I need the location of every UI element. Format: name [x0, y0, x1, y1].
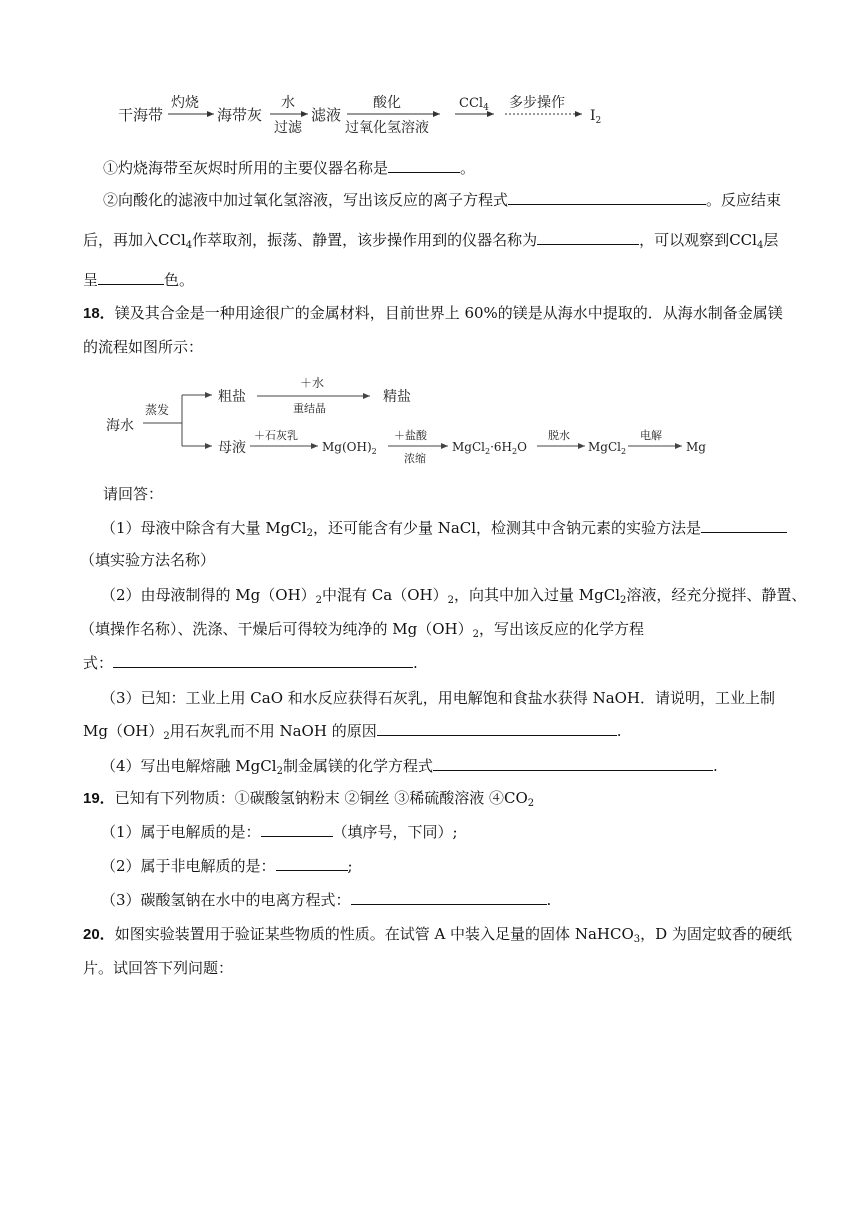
- q20-line2: [83, 958, 233, 978]
- flow2-plus-hcl: ＋盐酸: [394, 429, 427, 442]
- q18-sub4-line: [101, 756, 718, 776]
- q17-p1-text: ①灼烧海带至灰烬时所用的主要仪器名称是: [103, 159, 389, 177]
- q18-intro-line1: [83, 303, 783, 324]
- answer-blank[interactable]: [377, 721, 617, 736]
- flow1-node-ash: 海带灰: [217, 106, 263, 124]
- flow1-node-filtrate: 滤液: [311, 106, 342, 124]
- flow2-plus-water: ＋水: [300, 376, 325, 390]
- flow1-arrow3-bottom: 过氧化氢溶液: [345, 120, 429, 136]
- q18-sub1-line1: [101, 518, 787, 538]
- q18-s2-e: （填操作名称）、洗涤、干燥后可得较为纯净的 Mg（OH）: [80, 620, 473, 638]
- flow2-concentrate: 浓缩: [404, 452, 426, 465]
- q18-sub3-line2: [83, 721, 621, 741]
- q17-p2-text: ②向酸化的滤液中加过氧化氢溶液，写出该反应的离子方程式: [103, 191, 509, 209]
- answer-blank[interactable]: [508, 190, 706, 205]
- q19-s2-a: （2）属于非电解质的是：: [101, 857, 276, 875]
- q19-s1-a: （1）属于电解质的是：: [101, 823, 261, 841]
- q18-s2-d: 溶液，经充分搅拌、静置、: [626, 586, 807, 604]
- q18-s2-c: ，向其中加入过量 MgCl: [453, 586, 620, 604]
- q18-sub2-line2: [80, 619, 644, 639]
- q18-s2-b: 中混有 Ca（OH）: [322, 586, 448, 604]
- q17-ccl4-2: CCl: [729, 231, 757, 249]
- flow2-mgoh2: $Mg(OH)_2$: [322, 440, 377, 456]
- q18-intro1: 镁及其合金是一种用途很广的金属材料，目前世界上 60%的镁是从海水中提取的．从海水制备金属镁: [114, 304, 783, 322]
- q18-sub3-line1: [101, 688, 775, 708]
- q17-p3-a: 后，再加入: [83, 231, 159, 249]
- magnesium-production-flow-diagram: [0, 370, 860, 480]
- q18-s2-h: .: [413, 654, 418, 672]
- flow1-arrow5-top: 多步操作: [509, 95, 565, 111]
- question-number: 19．: [83, 790, 115, 807]
- answer-blank[interactable]: [113, 653, 413, 668]
- subscript: 2: [276, 766, 283, 777]
- q20-line1: [83, 924, 792, 945]
- flow1-arrow4-top: CCl$_4$: [459, 96, 489, 113]
- answer-blank[interactable]: [388, 158, 460, 173]
- q18-s3-b: Mg（OH）: [83, 722, 164, 740]
- flow1-node-iodine: $I_2$: [590, 108, 602, 126]
- flow2-evaporate-label: 蒸发: [145, 403, 170, 417]
- q18-s2-a: （2）由母液制得的 Mg（OH）: [101, 586, 316, 604]
- q17-p4-b: 色。: [164, 271, 195, 289]
- q19-sub3-line: [101, 890, 551, 910]
- iodine-extraction-flow-diagram: [0, 0, 860, 140]
- subscript: 2: [527, 798, 535, 809]
- flow2-mother-liquor: 母液: [218, 440, 246, 456]
- answer-blank[interactable]: [98, 270, 164, 285]
- q17-p3-c: ，可以观察到: [639, 231, 730, 249]
- flow2-electrolysis: 电解: [640, 429, 662, 442]
- flow2-mgcl2-hydrate: $MgCl_2\cdot 6H_2O$: [452, 440, 527, 456]
- answer-blank[interactable]: [261, 822, 333, 837]
- subscript: 4: [185, 240, 193, 251]
- answer-blank[interactable]: [276, 856, 348, 871]
- subscript: 2: [447, 595, 454, 606]
- q18-s3-c: 用石灰乳而不用 NaOH 的原因: [169, 722, 377, 740]
- q17-p2-end: 。反应结束: [706, 191, 782, 209]
- q19-sub2-line: [101, 856, 353, 876]
- answer-blank[interactable]: [351, 890, 547, 905]
- q18-s4-c: .: [712, 757, 718, 775]
- q18-s1-b: ，还可能含有少量 NaCl，检测其中含钠元素的实验方法是: [312, 519, 702, 537]
- subscript: 2: [472, 629, 479, 640]
- q19-s2-b: ;: [347, 857, 353, 875]
- answer-blank[interactable]: [537, 230, 639, 245]
- subscript: 2: [620, 595, 627, 606]
- flow2-crude-salt: 粗盐: [218, 389, 246, 405]
- q20-line1-end: ，D 为固定蚊香的硬纸: [640, 925, 792, 943]
- subscript: 2: [163, 731, 170, 742]
- q18-intro-line2: [83, 337, 203, 357]
- q18-answer-prompt-text: 请回答：: [103, 485, 164, 503]
- q17-line1: [103, 158, 475, 178]
- flow2-seawater: 海水: [106, 418, 134, 434]
- q18-intro2: 的流程如图所示：: [83, 338, 204, 356]
- q18-s1-a: （1）母液中除含有大量 MgCl: [101, 519, 307, 537]
- q19-s1-b: （填序号，下同）;: [332, 823, 458, 841]
- answer-blank[interactable]: [701, 518, 787, 533]
- q18-s2-g: 式：: [83, 654, 114, 672]
- q18-s4-a: （4）写出电解熔融 MgCl: [101, 757, 277, 775]
- q17-p4-a: 呈: [83, 271, 99, 289]
- q19-intro: 已知有下列物质：①碳酸氢钠粉末 ②铜丝 ③稀硫酸溶液 ④CO: [114, 789, 528, 807]
- q18-s4-b: 制金属镁的化学方程式: [282, 757, 433, 775]
- flow2-recrystallize: 重结晶: [293, 402, 326, 415]
- q17-p1-end: 。: [460, 159, 476, 177]
- q20-line1-text: 如图实验装置用于验证某些物质的性质。在试管 A 中装入足量的固体 NaHCO: [114, 925, 634, 943]
- subscript: 2: [315, 595, 323, 606]
- subscript: 3: [633, 934, 641, 945]
- q17-p3-b: 作萃取剂，振荡、静置，该步操作用到的仪器名称为: [192, 231, 538, 249]
- q20-line2-text: 片。试回答下列问题：: [83, 959, 234, 977]
- flow1-arrow2-bottom: 过滤: [274, 120, 302, 136]
- question-number: 20．: [83, 926, 115, 943]
- flow2-refined-salt: 精盐: [383, 389, 411, 405]
- flow2-dehydrate: 脱水: [548, 429, 570, 442]
- q17-line3: [83, 230, 778, 250]
- q17-line4: [83, 270, 194, 290]
- flow2-plus-lime: ＋石灰乳: [254, 429, 298, 442]
- question-number: 18．: [83, 305, 115, 322]
- answer-blank[interactable]: [433, 756, 713, 771]
- flow1-arrow2-top: 水: [281, 95, 295, 111]
- subscript: 2: [306, 528, 313, 539]
- q18-sub1-line2: [80, 550, 215, 570]
- q17-line2: [103, 190, 781, 210]
- flow2-mg: Mg: [686, 440, 706, 454]
- q18-answer-prompt: [103, 484, 163, 504]
- q17-ccl4: CCl: [158, 231, 186, 249]
- subscript: 4: [756, 240, 764, 251]
- flow1-node-kelp: 干海带: [118, 106, 164, 124]
- q19-s3-b: .: [546, 891, 552, 909]
- q18-s3-d: .: [616, 722, 622, 740]
- q18-sub2-line3: [83, 653, 418, 673]
- q18-s2-f: ，写出该反应的化学方程: [479, 620, 645, 638]
- q18-s3-a: （3）已知：工业上用 CaO 和水反应获得石灰乳，用电解饱和食盐水获得 NaOH．请说明，工业上制: [101, 689, 776, 707]
- q19-sub1-line: [101, 822, 458, 842]
- q19-intro-line: [83, 788, 534, 809]
- flow1-arrow3-top: 酸化: [373, 95, 401, 111]
- q17-p3-d: 层: [763, 231, 779, 249]
- q19-s3-a: （3）碳酸氢钠在水中的电离方程式：: [101, 891, 351, 909]
- flow1-arrow1-label: 灼烧: [171, 95, 199, 111]
- q18-sub2-line1: [101, 585, 806, 605]
- q18-s1-c: （填实验方法名称）: [80, 551, 216, 569]
- flow2-mgcl2: MgCl$_2$: [588, 440, 627, 456]
